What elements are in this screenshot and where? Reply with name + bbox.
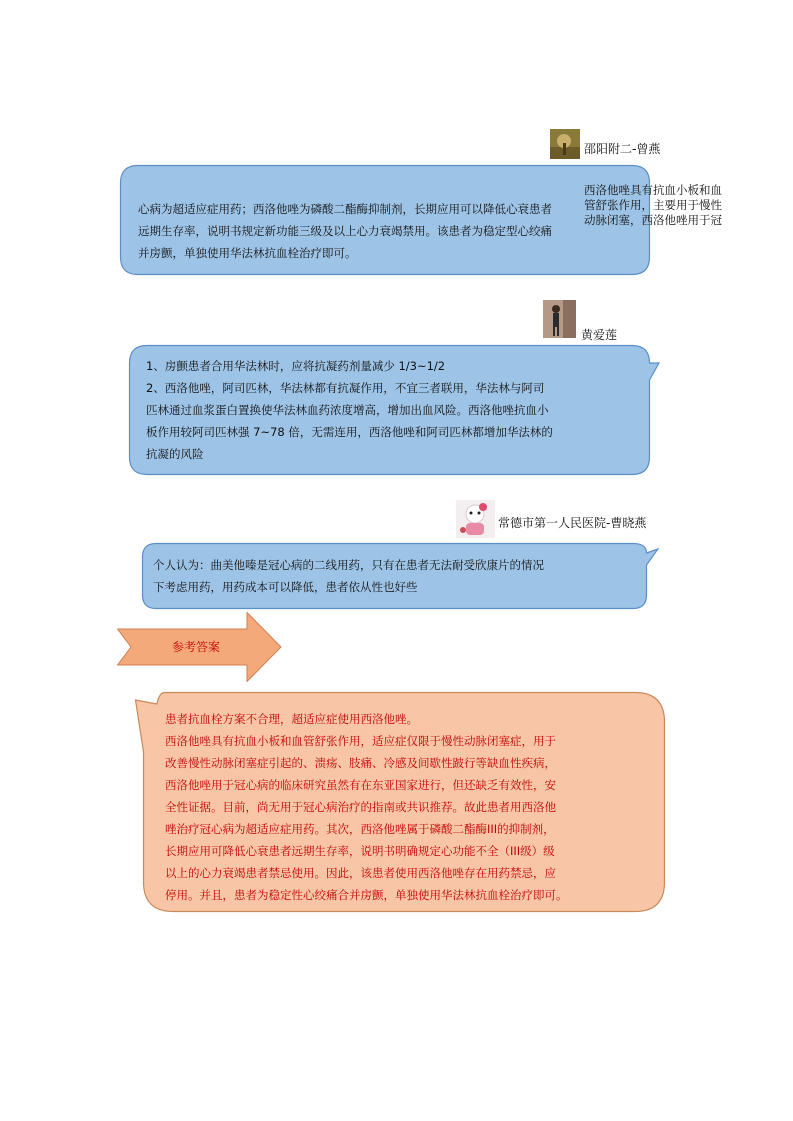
comment-2-line-3: 匹林通过血浆蛋白置换使华法林血药浓度增高，增加出血风险。西洛他唑抗血小 <box>146 403 549 417</box>
comment-text-1 <box>138 198 552 264</box>
reference-answer-label: 参考答案 <box>172 640 221 654</box>
author-avatar-3 <box>456 500 495 538</box>
answer-text <box>165 708 568 906</box>
answer-line-8: 以上的心力衰竭患者禁忌使用。因此，该患者使用西洛他唑存在用药禁忌，应 <box>165 866 556 880</box>
answer-line-9: 停用。并且，患者为稳定性心绞痛合并房颤，单独使用华法林抗血栓治疗即可。 <box>165 888 568 902</box>
comment-text-3 <box>153 554 544 598</box>
comment-bubble-3 <box>142 543 659 609</box>
author-avatar-1 <box>550 129 580 159</box>
answer-line-5: 全性证据。目前，尚无用于冠心病治疗的指南或共识推荐。故此患者用西洛他 <box>165 800 556 814</box>
comment-2-line-1: 1、房颤患者合用华法林时，应将抗凝药剂量减少 1/3~1/2 <box>146 359 446 373</box>
comment-1-overflow-line-3: 动脉闭塞，西洛他唑用于冠 <box>584 213 722 227</box>
comment-1-overflow-line-2: 管舒张作用，主要用于慢性 <box>584 198 722 212</box>
author-name-2: 黄爱莲 <box>581 328 618 342</box>
comment-text-2 <box>146 355 553 465</box>
comment-1-line-3: 并房颤，单独使用华法林抗血栓治疗即可。 <box>138 246 357 260</box>
author-avatar-2 <box>543 300 576 338</box>
comment-1-overflow-text <box>584 183 722 228</box>
author-name-3: 常德市第一人民医院-曹晓燕 <box>498 516 647 530</box>
answer-line-4: 西洛他唑用于冠心病的临床研究虽然有在东亚国家进行，但还缺乏有效性，安 <box>165 778 556 792</box>
answer-bubble <box>135 692 665 912</box>
comment-bubble-2 <box>129 345 660 475</box>
comment-2-line-5: 抗凝的风险 <box>146 447 204 461</box>
answer-line-7: 长期应用可降低心衰患者远期生存率，说明书明确规定心功能不全（III级）级 <box>165 844 555 858</box>
comment-2-line-4: 板作用较阿司匹林强 7~78 倍，无需连用，西洛他唑和阿司匹林都增加华法林的 <box>146 425 553 439</box>
comment-1-line-2: 远期生存率，说明书规定新功能三级及以上心力衰竭禁用。该患者为稳定型心绞痛 <box>138 224 552 238</box>
comment-3-line-1: 个人认为：曲美他嗪是冠心病的二线用药，只有在患者无法耐受欣康片的情况 <box>153 558 544 572</box>
comment-2-line-2: 2、西洛他唑，阿司匹林，华法林都有抗凝作用，不宜三者联用，华法林与阿司 <box>146 381 545 395</box>
comment-bubble-1 <box>120 165 650 275</box>
author-name-1: 邵阳附二-曾燕 <box>584 142 661 156</box>
comment-3-line-2: 下考虑用药，用药成本可以降低，患者依从性也好些 <box>153 580 418 594</box>
answer-line-1: 患者抗血栓方案不合理，超适应症使用西洛他唑。 <box>165 712 418 726</box>
comment-1-overflow-line-1: 西洛他唑具有抗血小板和血 <box>584 183 722 197</box>
answer-line-6: 唑治疗冠心病为超适应症用药。其次，西洛他唑属于磷酸二酯酶III的抑制剂， <box>165 822 555 836</box>
comment-1-line-1: 心病为超适应症用药；西洛他唑为磷酸二酯酶抑制剂，长期应用可以降低心衰患者 <box>138 202 552 216</box>
answer-line-2: 西洛他唑具有抗血小板和血管舒张作用，适应症仅限于慢性动脉闭塞症，用于 <box>165 734 556 748</box>
answer-line-3: 改善慢性动脉闭塞症引起的、溃疡、肢痛、冷感及间歇性跛行等缺血性疾病， <box>165 756 556 770</box>
